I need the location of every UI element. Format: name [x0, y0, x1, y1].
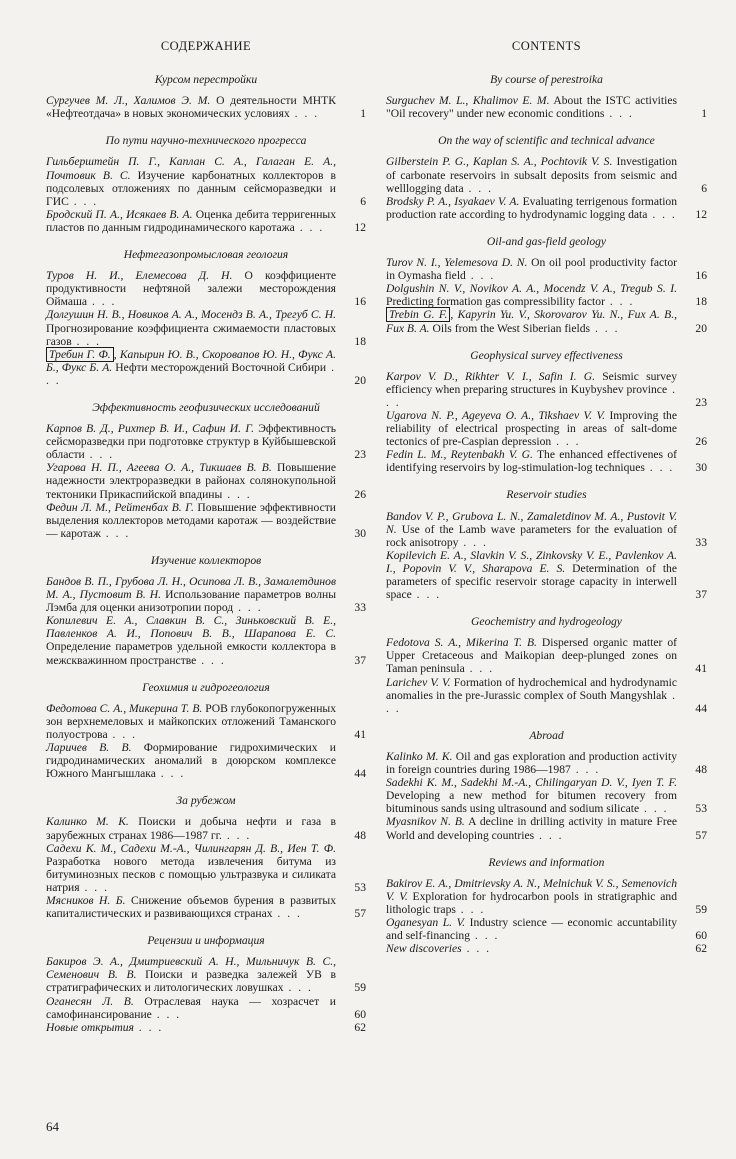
toc-entry[interactable] [386, 815, 707, 841]
entry-authors: Brodsky P. A., Isyakaev V. A. [386, 194, 520, 208]
entry-page-number: 6 [360, 194, 366, 208]
toc-entry[interactable] [386, 195, 707, 221]
entry-page-number: 1 [701, 107, 707, 121]
toc-entry[interactable] [386, 94, 707, 120]
entry-title: Использование параметров волны Лэмба для оценки анизотропии пород [46, 588, 336, 615]
toc-entry[interactable] [386, 676, 707, 715]
entry-title: Нефти месторождений Восточной Сибири [112, 360, 327, 374]
entry-authors: Мясников Н. Б. [46, 893, 126, 907]
entry-authors: Kopilevich E. A., Slavkin V. S., Zinkovsky V. E., Pavlenkov A. I., Popovin V. V., Sharapova E. S. [386, 548, 677, 575]
toc-entry[interactable] [46, 501, 366, 540]
leader-dots: . . . [133, 1020, 164, 1034]
highlighted-author: Trebin G. F. [386, 307, 450, 322]
toc-entry[interactable] [46, 741, 366, 780]
section-title: Abroad [529, 728, 564, 742]
entry-authors: Bakirov E. A., Dmitrievsky A. N., Melnichuk V. S., Semenovich V. V. [386, 876, 677, 903]
contents-ru-sections [46, 73, 366, 1034]
contents-ru-heading: СОДЕРЖАНИЕ [160, 39, 252, 53]
entry-page-number: 18 [354, 334, 366, 348]
leader-dots: . . . [411, 588, 442, 602]
toc-section [386, 73, 707, 120]
section-title: Reviews and information [488, 855, 605, 869]
entry-page-number: 16 [354, 295, 366, 309]
entry-page-number: 23 [354, 448, 366, 462]
entry-authors: Угарова Н. П., Агеева О. А., Тикшаев В. В. [46, 461, 272, 475]
leader-dots: . . . [79, 880, 109, 894]
entry-title: Developing a new method for bitumen recovery from bituminous sands using ultrasound and sodium silicate [386, 789, 677, 816]
section-title: Курсом перестройки [154, 73, 258, 87]
toc-entry[interactable] [386, 776, 707, 815]
entry-authors: Myasnikov N. B. [386, 815, 465, 829]
entry-title: Investigation of carbonate reservoirs in subsalt deposits from seismic and welllogging data [386, 155, 677, 195]
entry-title: Разработка нового метода извлечения битума из битуминозных песков с помощью ультразвука и силиката натрия [46, 854, 336, 894]
entry-authors: Оганесян Л. В. [46, 994, 134, 1008]
entry-page-number: 33 [695, 535, 707, 549]
entry-page-number: 48 [695, 763, 707, 777]
entry-authors: Larichev V. V. [386, 675, 451, 689]
section-title: Oil-and gas-field geology [486, 234, 607, 248]
leader-dots: . . . [590, 321, 620, 335]
leader-dots: . . . [639, 802, 669, 816]
toc-section [386, 615, 707, 715]
entry-authors: Бандов В. П., Грубова Л. Н., Осипова Л. В., Замалетдинов М. А., Пустовит В. Н. [46, 575, 336, 602]
entry-page-number: 48 [354, 828, 366, 842]
entry-title: Повышение надежности электроразведки в районах солянокупольной тектоники Прикаспийской впадины [46, 461, 337, 501]
entry-title: Формирование гидрохимических и гидродинамических аномалий в доюрском комплексе Южного Мангышлака [46, 741, 336, 781]
entry-page-number: 37 [695, 588, 707, 602]
toc-section [46, 134, 366, 234]
toc-entry[interactable] [386, 448, 707, 474]
entry-title: Изучение карбонатных коллекторов в подсолевых отложениях по данным сейсморазведки и ГИС [46, 168, 336, 208]
toc-section [46, 794, 366, 920]
entry-authors: Бродский П. А., Исякаев В. А. [46, 207, 193, 221]
entry-page-number: 33 [354, 601, 366, 615]
entry-authors: , Капырин Ю. В., Скоровапов Ю. Н., Фукс А. Б., Фукс Б. А. [46, 347, 337, 374]
toc-entry[interactable] [46, 1021, 366, 1034]
entry-title: О деятельности МНТК «Нефтеотдача» в новых экономических условиях [46, 94, 336, 121]
toc-section [386, 349, 707, 475]
entry-page-number: 16 [695, 269, 707, 283]
leader-dots: . . . [71, 334, 102, 348]
toc-entry[interactable] [46, 955, 366, 994]
leader-dots: . . . [151, 1007, 182, 1021]
entry-page-number: 62 [695, 942, 707, 956]
entry-title: Seismic survey efficiency when preparing structures in Kuybyshev province [386, 369, 677, 396]
leader-dots: . . . [458, 535, 488, 549]
entry-authors: Сургучев М. Л., Халимов Э. М. [46, 94, 211, 108]
entry-page-number: 26 [354, 487, 366, 501]
toc-entry[interactable] [386, 877, 707, 916]
entry-authors: Новые открытия [46, 1020, 134, 1034]
toc-entry[interactable] [46, 155, 366, 207]
leader-dots: . . . [233, 601, 263, 615]
toc-entry[interactable] [46, 995, 366, 1021]
toc-entry[interactable] [46, 842, 366, 894]
toc-entry[interactable] [46, 308, 366, 347]
toc-entry[interactable] [386, 750, 707, 776]
entry-page-number: 12 [354, 220, 366, 234]
entry-page-number: 60 [695, 929, 707, 943]
entry-page-number: 53 [354, 880, 366, 894]
entry-authors: Oganesyan L. V. [386, 915, 466, 929]
entry-authors: Федотова С. А., Микерина Т. В. [46, 701, 203, 715]
entry-page-number: 41 [695, 662, 707, 676]
toc-section [386, 235, 707, 335]
toc-entry[interactable] [386, 510, 707, 549]
entry-title: About the ISTC activities "Oil recovery" under new economic conditions [386, 94, 678, 121]
leader-dots: . . . [46, 360, 337, 387]
entry-page-number: 1 [360, 107, 366, 121]
section-title: Geophysical survey effectiveness [470, 348, 623, 362]
entry-authors: Федин Л. М., Рейтенбах В. Г. [46, 500, 194, 514]
contents-ru-column [46, 40, 366, 1034]
entry-title: Повышение эффективности выделения коллекторов методами каротаж — воздействие — каротаж [46, 500, 336, 540]
leader-dots: . . . [551, 435, 581, 449]
toc-section [386, 729, 707, 842]
toc-entry[interactable] [46, 269, 366, 308]
entry-page-number: 20 [354, 373, 366, 387]
toc-entry[interactable] [46, 208, 366, 234]
entry-authors: Садехи К. М., Садехи М.-А., Чилингарян Д. В., Иен Т. Ф. [46, 841, 336, 855]
leader-dots: . . . [155, 767, 186, 781]
leader-dots: . . . [644, 461, 675, 475]
section-title: Geochemistry and hydrogeology [471, 615, 622, 629]
toc-entry[interactable] [386, 370, 707, 409]
leader-dots: . . . [647, 207, 677, 221]
toc-entry[interactable] [386, 942, 707, 955]
leader-dots: . . . [107, 727, 138, 741]
entry-authors: Бакиров Э. А., Дмитриевский А. Н., Мильничук В. С., Семенович В. В. [46, 955, 336, 982]
entry-authors: Гильберштейн П. Г., Каплан С. А., Галаган Е. А., Почтовик В. С. [46, 155, 336, 182]
toc-section [46, 934, 366, 1034]
entry-title: Снижение объемов бурения в развитых капиталистических и развивающихся странах [46, 893, 336, 921]
leader-dots: . . . [464, 662, 495, 676]
entry-page-number: 59 [695, 902, 707, 916]
entry-page-number: 44 [354, 767, 366, 781]
toc-entry[interactable] [46, 575, 366, 614]
leader-dots: . . . [294, 220, 325, 234]
toc-entry[interactable] [46, 702, 366, 741]
contents-en-heading: CONTENTS [511, 39, 582, 53]
leader-dots: . . . [289, 107, 320, 121]
entry-title: The enhanced effectivenes of identifying reservoirs by log-stimulation-log techniques [386, 448, 677, 475]
entry-title: Отраслевая наука — хозрасчет и самофинансирование [46, 994, 336, 1021]
section-title: За рубежом [176, 794, 236, 808]
section-title: By course of perestroika [490, 73, 603, 87]
entry-authors: Bandov V. P., Grubova L. N., Zamaletdinov M. A., Pustovit V. N. [386, 509, 677, 536]
entry-title: Эффективность сейсморазведки при подготовке структур в Куйбышевской области [46, 422, 337, 462]
entry-page-number: 26 [695, 435, 707, 449]
entry-title: О коэффициенте продуктивности нефтяной залежи месторождения Оймаша [46, 269, 336, 309]
leader-dots: . . . [465, 269, 496, 283]
entry-title: Oils from the West Siberian fields [429, 321, 591, 335]
toc-section [46, 248, 366, 387]
entry-authors: Долгушин Н. В., Новиков А. А., Мосендз В. А., Трегуб С. Н. [46, 308, 336, 322]
leader-dots: . . . [604, 295, 635, 309]
entry-page-number: 20 [695, 321, 707, 335]
section-title: Нефтегазопромысловая геология [123, 248, 289, 262]
entry-authors: Ларичев В. В. [46, 741, 132, 755]
entry-page-number: 6 [701, 181, 707, 195]
entry-title: Use of the Lamb wave parameters for the evaluation of rock anisotropy [386, 522, 677, 549]
toc-section [386, 488, 707, 601]
toc-entry[interactable] [386, 916, 707, 942]
entry-authors: Туров Н. И., Елемесова Д. Н. [46, 269, 233, 283]
leader-dots: . . . [87, 295, 117, 309]
entry-title: Определение параметров удельной емкости коллектора в межскважинном пространстве [46, 640, 336, 667]
toc-entry[interactable] [46, 348, 366, 387]
leader-dots: . . . [100, 526, 131, 540]
leader-dots: . . . [461, 942, 492, 956]
toc-section [386, 134, 707, 221]
toc-entry[interactable] [386, 636, 707, 675]
entry-authors: Dolgushin N. V., Novikov A. A., Mocendz V. A., Tregub S. I. [386, 282, 677, 296]
leader-dots: . . . [283, 981, 313, 995]
leader-dots: . . . [570, 763, 601, 777]
section-title: Эффективность геофизических исследований [92, 400, 320, 414]
toc-entry[interactable] [386, 256, 707, 282]
entry-authors: Surguchev M. L., Khalimov E. M. [386, 94, 550, 108]
entry-title: Improving the reliability of electrical prospecting in areas of salt-dome tectonics of pre-Caspian depression [386, 408, 678, 449]
entry-page-number: 44 [695, 701, 707, 715]
entry-page-number: 57 [354, 907, 366, 921]
contents-en-column [386, 40, 707, 955]
section-title: Reservoir studies [506, 488, 587, 502]
leader-dots: . . . [221, 828, 252, 842]
leader-dots: . . . [68, 194, 99, 208]
entry-page-number: 30 [354, 526, 366, 540]
section-title: По пути научно-технического прогресса [105, 134, 307, 148]
toc-section [386, 856, 707, 956]
toc-entry[interactable] [386, 155, 707, 194]
entry-authors: Копилевич Е. А., Славкин В. С., Зиньковский В. Е., Павленков А. И., Попович В. В., Шарапова Е. С. [46, 614, 336, 641]
entry-title: Exploration for hydrocarbon pools in stratigraphic and lithologic traps [386, 889, 677, 916]
section-title: Изучение коллекторов [150, 553, 262, 567]
entry-page-number: 30 [695, 461, 707, 475]
entry-title: On oil pool productivity factor in Oymasha field [386, 256, 678, 283]
toc-section [46, 554, 366, 667]
entry-authors: Karpov V. D., Rikhter V. I., Safin I. G. [386, 369, 596, 383]
entry-title: Determination of the parameters of specific reservoir storage capacity in interwell space [386, 561, 678, 602]
entry-title: Oil and gas exploration and production activity in foreign countries during 1986—1987 [386, 749, 677, 777]
entry-authors: New discoveries [386, 942, 462, 956]
entry-authors: Fedotova S. A., Mikerina T. B. [386, 636, 537, 650]
section-title: Рецензии и информация [147, 934, 265, 948]
leader-dots: . . . [386, 382, 678, 409]
entry-page-number: 60 [354, 1007, 366, 1021]
toc-entry[interactable] [46, 815, 366, 841]
entry-authors: Fedin L. M., Reytenbakh V. G. [386, 448, 533, 462]
entry-page-number: 41 [354, 727, 366, 741]
entry-title: Поиски и разведка залежей УВ в стратиграфических и литологических ловушках [46, 968, 336, 995]
leader-dots: . . . [470, 929, 500, 943]
leader-dots: . . . [84, 448, 115, 462]
toc-entry[interactable] [386, 308, 707, 334]
entry-title: A decline in drilling activity in mature Free World and developing countries [386, 815, 677, 842]
entry-page-number: 57 [695, 828, 707, 842]
leader-dots: . . . [386, 688, 678, 715]
entry-title: Predicting formation gas compressibility factor [386, 295, 605, 309]
entry-page-number: 53 [695, 802, 707, 816]
entry-title: Прогнозирование коэффициента сжимаемости пластовых газов [46, 321, 336, 348]
toc-entry[interactable] [386, 549, 707, 601]
entry-title: Formation of hydrochemical and hydrodynamic anomalies in the pre-Jurassic complex of South Mangyshlak [386, 675, 677, 702]
toc-entry[interactable] [386, 409, 707, 448]
entry-page-number: 12 [695, 207, 707, 221]
entry-page-number: 59 [354, 981, 366, 995]
entry-page-number: 62 [354, 1020, 366, 1034]
entry-title: РОВ глубокопогруженных зон верхнемеловых и майкопских отложений Таманского полуострова [46, 701, 336, 741]
leader-dots: . . . [463, 181, 493, 195]
section-title: On the way of scientific and technical advance [438, 134, 655, 148]
toc-section [46, 73, 366, 120]
entry-authors: , Kapyrin Yu. V., Skorovarov Yu. N., Fux A. B., Fux B. A. [386, 308, 677, 335]
toc-entry[interactable] [46, 422, 366, 461]
toc-entry[interactable] [46, 894, 366, 920]
leader-dots: . . . [222, 487, 252, 501]
leader-dots: . . . [534, 828, 564, 842]
entry-page-number: 18 [695, 295, 707, 309]
toc-section [46, 681, 366, 781]
entry-authors: Ugarova N. P., Ageyeva O. A., Tikshaev V. V. [386, 408, 605, 422]
leader-dots: . . . [455, 902, 486, 916]
entry-authors: Калинко М. К. [46, 815, 129, 829]
entry-authors: Карпов В. Д., Рихтер В. И., Сафин И. Г. [46, 422, 254, 436]
toc-entry[interactable] [46, 614, 366, 666]
leader-dots: . . . [272, 907, 302, 921]
entry-title: Поиски и добыча нефти и газа в зарубежных странах 1986—1987 гг. [46, 815, 336, 842]
entry-title: Dispersed organic matter of Upper Cretaceous and Maikopian deep-plunged zones on Taman peninsula [386, 636, 677, 676]
toc-entry[interactable] [46, 461, 366, 500]
toc-entry[interactable] [46, 94, 366, 120]
contents-en-sections [386, 73, 707, 955]
section-title: Геохимия и гидрогеология [142, 680, 270, 694]
entry-title: Evaluating terrigenous formation production rate according to hydrodynamic logging data [386, 194, 678, 221]
entry-title: Industry science — economic accuntability and self-financing [386, 915, 677, 943]
toc-section [46, 401, 366, 540]
entry-authors: Sadekhi K. M., Sadekhi M.-A., Chilingaryan D. V., Iyen T. F. [386, 776, 677, 790]
entry-page-number: 37 [354, 653, 366, 667]
entry-authors: Turov N. I., Yelemesova D. N. [386, 256, 528, 270]
entry-page-number: 23 [695, 395, 707, 409]
page-number: 64 [46, 1119, 59, 1134]
leader-dots: . . . [196, 653, 226, 667]
highlighted-author: Требин Г. Ф. [46, 347, 114, 362]
leader-dots: . . . [604, 107, 634, 121]
entry-title: Оценка дебита терригенных пластов по данным гидродинамического каротажа [46, 207, 336, 234]
entry-authors: Gilberstein P. G., Kaplan S. A., Pochtovik V. S. [386, 155, 613, 169]
entry-authors: Kalinko M. K. [386, 749, 453, 763]
toc-entry[interactable] [386, 282, 707, 308]
